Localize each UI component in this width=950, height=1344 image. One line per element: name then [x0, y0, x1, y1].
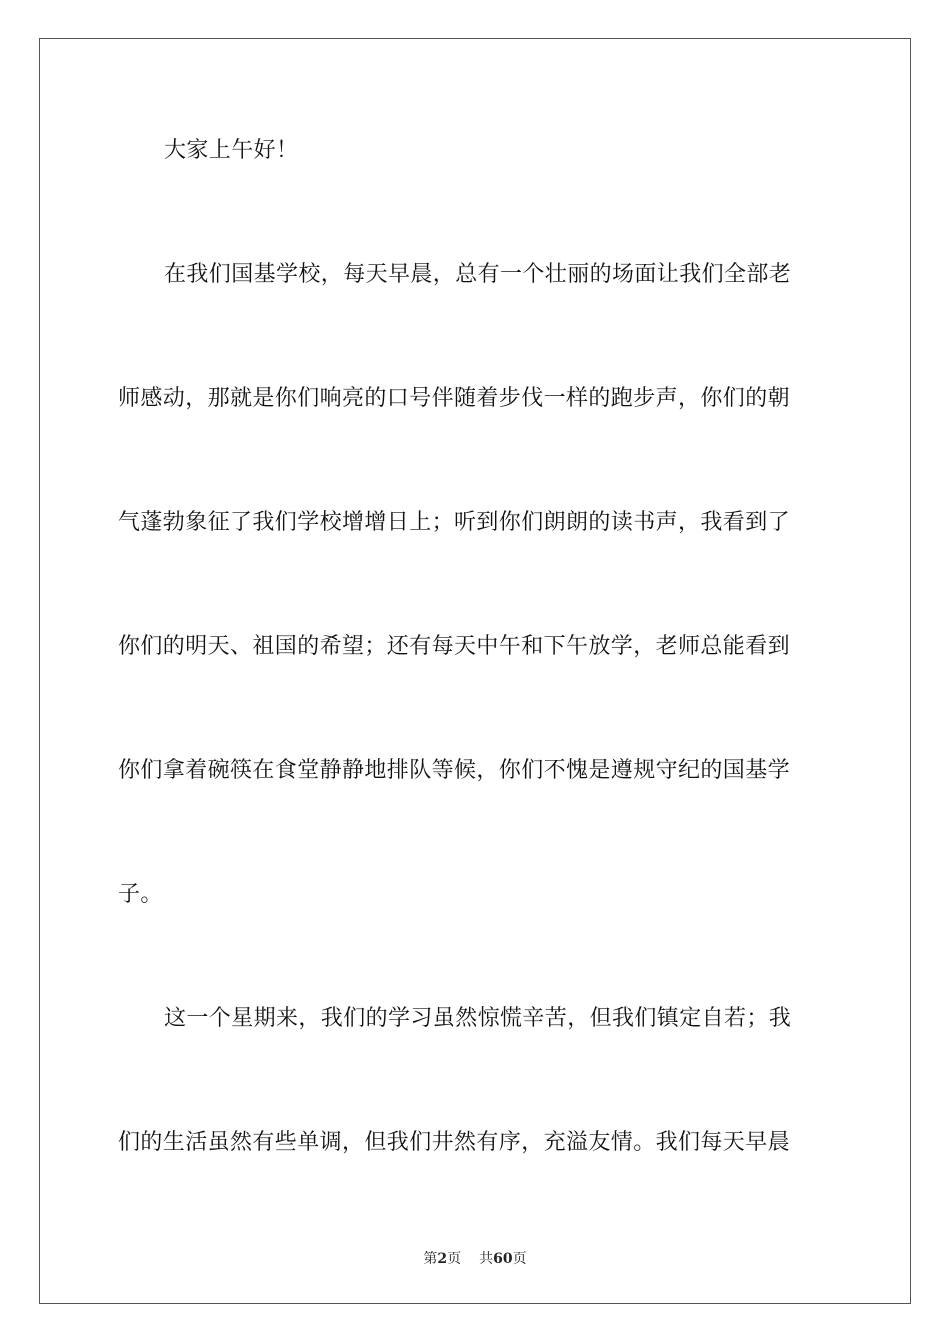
- text-line: 这一个星期来，我们的学习虽然惊慌辛苦，但我们镇定自若；我: [164, 1006, 792, 1031]
- page-footer: [0, 1248, 950, 1268]
- page-prefix: 第: [423, 1251, 438, 1267]
- page-number: 2: [437, 1251, 448, 1267]
- text-line: 们的生活虽然有些单调，但我们井然有序，充溢友情。我们每天早晨: [118, 1130, 791, 1155]
- text-line: 你们的明天、祖国的希望；还有每天中午和下午放学，老师总能看到: [118, 634, 791, 659]
- text-line: 师感动，那就是你们响亮的口号伴随着步伐一样的跑步声，你们的朝: [118, 386, 791, 411]
- text-line: 你们拿着碗筷在食堂静静地排队等候，你们不愧是遵规守纪的国基学: [118, 758, 791, 783]
- total-suffix: 页: [512, 1251, 527, 1267]
- page-suffix: 页: [447, 1251, 462, 1267]
- page-frame: [39, 38, 911, 1304]
- total-pages: 60: [493, 1251, 513, 1267]
- text-line: 大家上午好！: [164, 138, 299, 163]
- text-line: 在我们国基学校，每天早晨，总有一个壮丽的场面让我们全部老: [164, 262, 792, 287]
- text-line: 子。: [118, 882, 163, 907]
- total-prefix: 共: [479, 1251, 494, 1267]
- text-line: 气蓬勃象征了我们学校增增日上；听到你们朗朗的读书声，我看到了: [118, 510, 791, 535]
